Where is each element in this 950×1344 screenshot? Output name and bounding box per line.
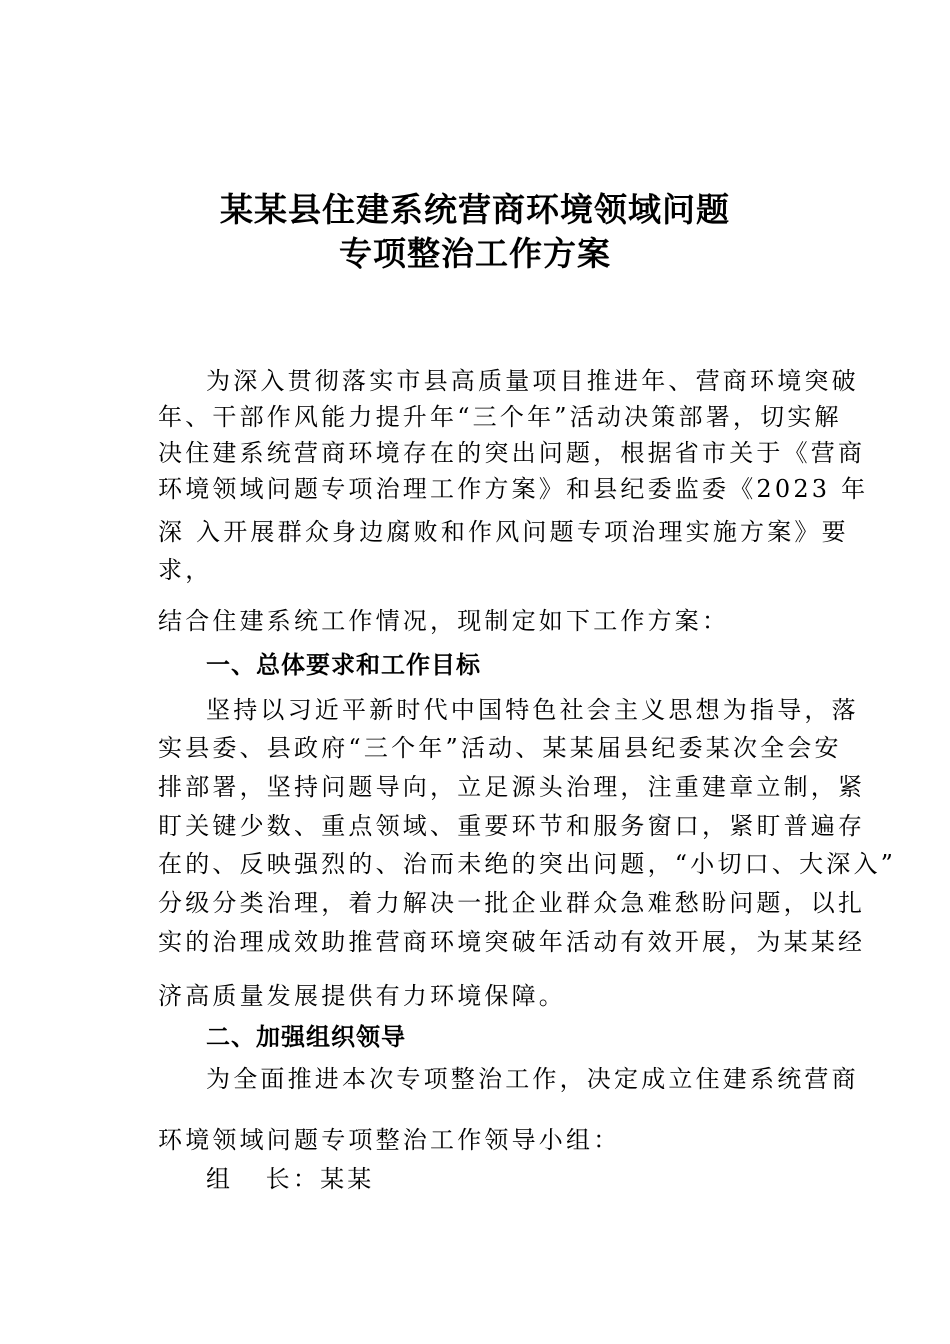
section-1-line: 排部署，坚持问题导向，立足源头治理，注重建章立制，紧 — [158, 773, 866, 801]
section-1-line: 实的治理成效助推营商环境突破年活动有效开展，为某某经 — [158, 928, 866, 956]
document-title-line-1: 某某县住建系统营商环境领域问题 — [220, 190, 730, 229]
section-1-line: 实县委、县政府“三个年”活动、某某届县纪委某次全会安 — [158, 734, 842, 762]
document-title-line-2: 专项整治工作方案 — [339, 234, 611, 273]
section-1-line: 盯关键少数、重点领域、重要环节和服务窗口，紧盯普遍存 — [158, 812, 866, 840]
section-1-line: 济高质量发展提供有力环境保障。 — [158, 982, 566, 1010]
intro-line: 决住建系统营商环境存在的突出问题，根据省市关于《营商 — [158, 439, 866, 467]
section-2-heading: 二、加强组织领导 — [206, 1023, 406, 1051]
intro-line: 为深入贯彻落实市县高质量项目推进年、营商环境突破 — [206, 367, 859, 395]
section-2-line: 为全面推进本次专项整治工作，决定成立住建系统营商 — [206, 1065, 859, 1093]
section-1-heading: 一、总体要求和工作目标 — [206, 651, 481, 679]
intro-continuation: 结合住建系统工作情况，现制定如下工作方案： — [158, 607, 730, 635]
section-2-line: 环境领域问题专项整治工作领导小组： — [158, 1126, 621, 1154]
section-1-line: 坚持以习近平新时代中国特色社会主义思想为指导，落 — [206, 696, 859, 724]
intro-line: 年、干部作风能力提升年“三个年”活动决策部署，切实解 — [158, 403, 842, 431]
section-1-line: 分级分类治理，着力解决一批企业群众急难愁盼问题，以扎 — [158, 889, 866, 917]
intro-line: 深 入开展群众身边腐败和作风问题专项治理实施方案》要 — [158, 518, 849, 546]
leader-line: 组 长：某某 — [206, 1165, 375, 1193]
section-1-line: 在的、反映强烈的、治而未绝的突出问题，“小切口、大深入” — [158, 850, 897, 878]
intro-line: 求， — [158, 556, 213, 584]
intro-line: 环境领域问题专项治理工作方案》和县纪委监委《2023 年 — [158, 475, 869, 503]
